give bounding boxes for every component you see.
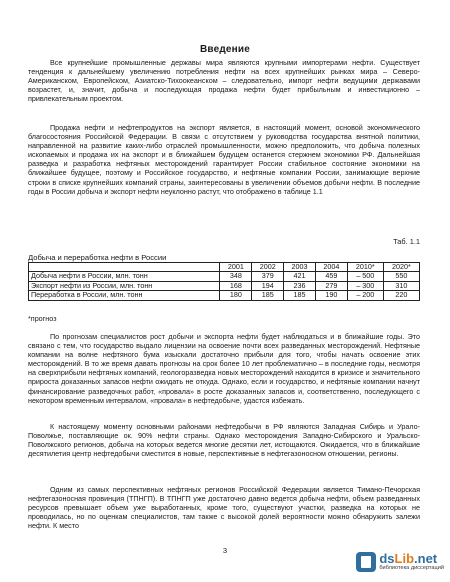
table-header-year: 2001 <box>220 263 252 272</box>
watermark-brand-net: .net <box>414 551 438 567</box>
table-row <box>29 291 420 300</box>
table-caption: Таб. 1.1 <box>393 237 420 246</box>
watermark-brand-lib: Lib <box>394 551 415 567</box>
dslib-watermark[interactable] <box>356 550 444 574</box>
watermark-subtitle: библиотека диссертаций <box>379 565 444 572</box>
table-header-year: 2004 <box>315 263 347 272</box>
table-title: Добыча и переработка нефти в России <box>28 253 167 262</box>
table-row <box>29 272 420 281</box>
table-cell: – 200 <box>347 291 383 300</box>
watermark-brand-ds: ds <box>379 551 395 567</box>
watermark-brand <box>379 552 444 565</box>
table-cell: 348 <box>220 272 252 281</box>
table-header-year: 2003 <box>284 263 316 272</box>
table-cell: 310 <box>383 281 419 290</box>
table-cell: 185 <box>284 291 316 300</box>
paragraph-export: Продажа нефти и нефтепродуктов на экспорт является, в настоящий момент, основой экономического благосостояния Российской Федерации. В связи с отсутствием у руководства государства внятной политики, направленной на развитие каких-либо отраслей промышленности, можно предположить, что добыча полезных ископаемых и продажа их на экспорт и в ближайшем будущем останется стержнем экономики РФ. Дальнейшая разведка и разработка нефтяных месторождений гарантирует России стабильное состояние экономики на ближайшее будущее, поэтому и Российское государство, и нефтяные компании России, занимающие верхние строки в списке крупнейших компаний страны, заинтересованы в увеличении объемов добычи нефти. В последние годы в России добыча и экспорт нефти неуклонно растут, что отображено в таблице 1.1 <box>28 123 420 196</box>
table-row-label: Добыча нефти в России, млн. тонн <box>29 272 220 281</box>
table-row-label: Переработка в России, млн. тонн <box>29 291 220 300</box>
table-cell: 194 <box>252 281 284 290</box>
oil-table <box>28 262 420 301</box>
paragraph-intro: Все крупнейшие промышленные державы мира являются крупными импортерами нефти. Существует тенденция к дальнейшему увеличению потребления нефти на всех крупнейших рынках мира – Северо-Американском, Европейском, Азиатско-Тихоокеанском – следовательно, импорт нефти ведущими державами возрастет, и, значит, добыча и последующая продажа нефти будет прибыльным и инвестиционно – привлекательным проектом. <box>28 58 420 104</box>
table-cell: 550 <box>383 272 419 281</box>
table-cell: 379 <box>252 272 284 281</box>
page-number: 3 <box>222 546 228 555</box>
table-cell: 236 <box>284 281 316 290</box>
paragraph-forecast: По прогнозам специалистов рост добычи и экспорта нефти будет наблюдаться и в ближайшие годы. Это связано с тем, что государство выдало лицензии на освоение почти всех разведанных месторождений. Нефтяные компании на волне нефтяного бума изыскали достаточно прибыли для того, чтобы начать освоение этих месторождений. В то же время давать прогнозы на срок более 10 лет проблематично – в последние годы, несмотря на сверхприбыли нефтяных компаний, геологоразведка новых месторождений находится в кризисе и значительного прироста доказанных запасов нефти ожидать не откуда. Однако, если и государство, и нефтяные компании начнут финансирование разведочных работ, «провала» в росте доказанных запасов и, соответственно, последующего с некотором временным интервалом, «провала» в нефтедобыче, удастся избежать. <box>28 332 420 405</box>
page-title: Введение <box>199 44 251 55</box>
table-cell: 220 <box>383 291 419 300</box>
table-cell: 180 <box>220 291 252 300</box>
table-cell: 190 <box>315 291 347 300</box>
table-cell: – 500 <box>347 272 383 281</box>
book-icon <box>356 552 376 572</box>
table-cell: – 300 <box>347 281 383 290</box>
table-header-year: 2010* <box>347 263 383 272</box>
watermark-text <box>379 552 444 572</box>
table-cell: 459 <box>315 272 347 281</box>
table-cell: 168 <box>220 281 252 290</box>
paragraph-timan-pechora: Одним из самых перспективных нефтяных регионов Российской Федерации является Тимано-Печорская нефтегазоносная провинция (ТПНГП). В ТПНГП уже достаточно давно ведется добыча нефти, объем разведанных ресурсов превышает объем уже выработанных, кроме того, существуют участки, разведка на которых не проводилась, но по оценкам специалистов, там также с высокой долей вероятности можно обнаружить залежи нефти. К место <box>28 485 420 531</box>
table-cell: 279 <box>315 281 347 290</box>
table-header-year: 2020* <box>383 263 419 272</box>
table-cell: 185 <box>252 291 284 300</box>
table-footnote: *прогноз <box>28 314 57 323</box>
table-row-label: Экспорт нефти из России, млн. тонн <box>29 281 220 290</box>
table-header-year: 2002 <box>252 263 284 272</box>
paragraph-regions: К настоящему моменту основными районами нефтедобычи в РФ являются Западная Сибирь и Урало-Поволжье, поставляющие ок. 90% нефти страны. Однако месторождения Западно-Сибирского и Уральско-Поволжского регионов, добыча на которых ведется многие десятки лет, истощаются. Ожидается, что в ближайшие десятилетия центр нефтедобычи сместится в новые, перспективные в нефтегазоносном отношении, регионы. <box>28 422 420 459</box>
table-cell: 421 <box>284 272 316 281</box>
